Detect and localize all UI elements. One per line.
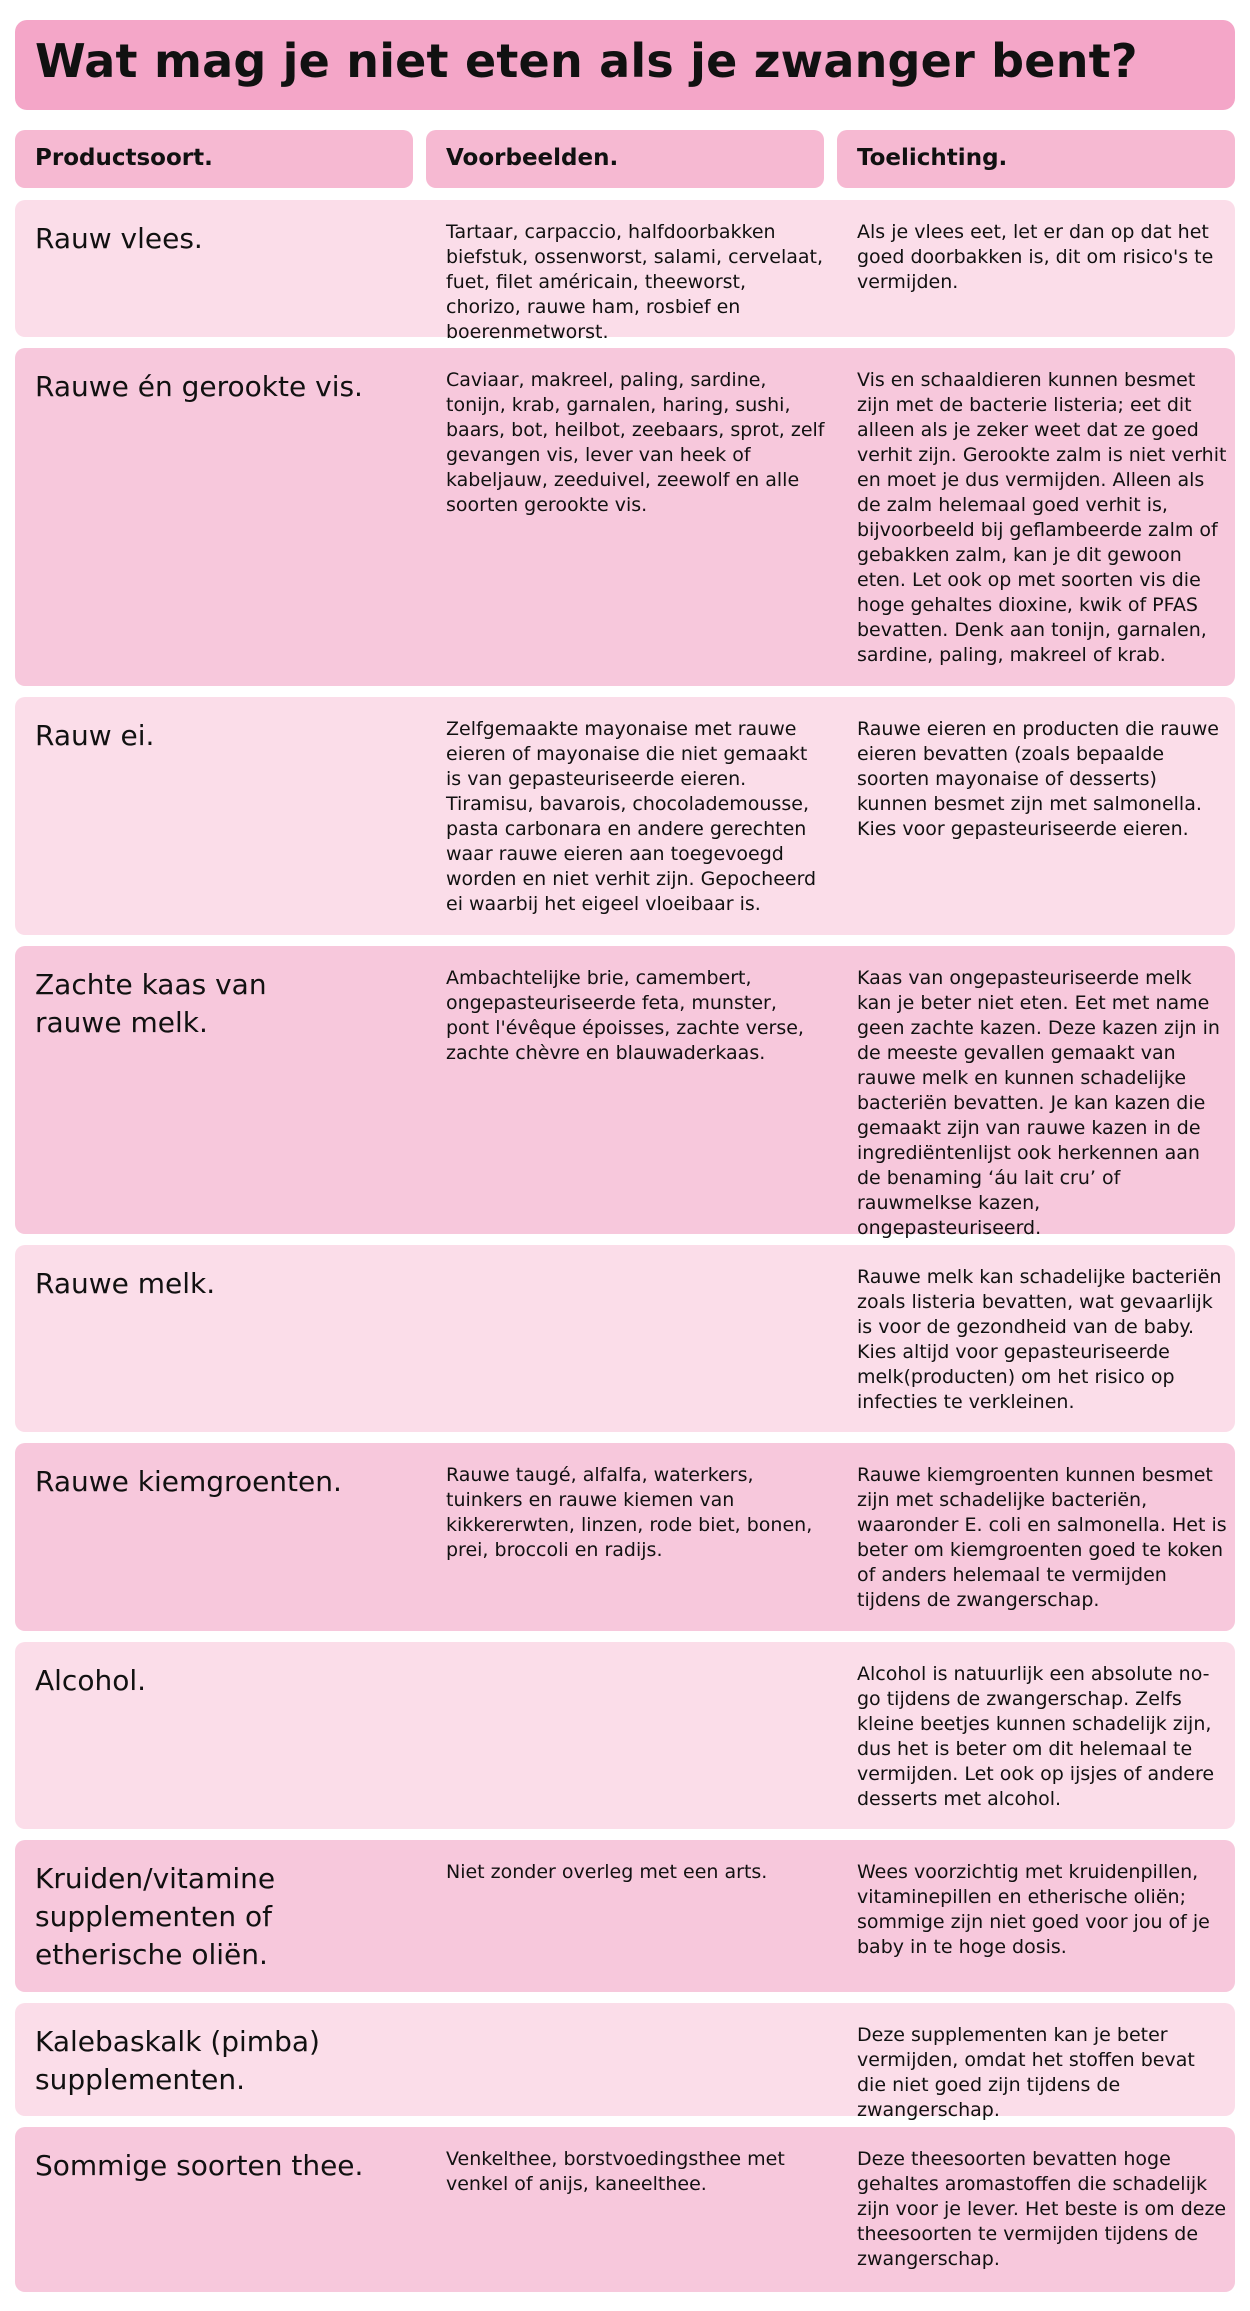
examples-text: Tartaar, carpaccio, halfdoorbakken biefstuk, ossenworst, salami, cervelaat, fuet, filet américain, theeworst, chorizo, rauwe ham, rosbief en boerenmetworst. (446, 221, 824, 343)
column-header-explanation: Toelichting. (837, 130, 1235, 188)
examples-text: Zelfgemaakte mayonaise met rauwe eieren of mayonaise die niet gemaakt is van gepasteuriseerde eieren. Tiramisu, bavarois, chocolademousse, pasta carbonara en andere gerechten waar rauwe eieren aan toegevoegd worden en niet verhit zijn. Gepocheerd ei waarbij het eigeel vloeibaar is. (446, 718, 817, 915)
examples-text: Rauwe taugé, alfalfa, waterkers, tuinkers en rauwe kiemen van kikkererwten, linzen, rode biet, bonen, prei, broccoli en radijs. (446, 1464, 813, 1561)
column-header-product: Productsoort. (15, 130, 413, 188)
column-header-examples: Voorbeelden. (426, 130, 824, 188)
explanation-text: Vis en schaaldieren kunnen besmet zijn met de bacterie listeria; eet dit alleen als je zeker weet dat ze goed verhit zijn. Gerookte zalm is niet verhit en moet je dus vermijden. Alleen als de zalm helemaal goed verhit is, bijvoorbeeld bij geflambeerde zalm of gebakken zalm, kan je dit gewoon eten. Let ook op met soorten vis die hoge gehaltes dioxine, kwik of PFAS bevatten. Denk aan tonijn, garnalen, sardine, paling, makreel of krab. (857, 369, 1227, 666)
explanation-text: Rauwe kiemgroenten kunnen besmet zijn met schadelijke bacteriën, waaronder E. coli en salmonella. Het is beter om kiemgroenten goed te koken of anders helemaal te vermijden tijdens de zwangerschap. (857, 1464, 1227, 1611)
table-row-alcohol (15, 1642, 1235, 1829)
explanation-text: Als je vlees eet, let er dan op dat het goed doorbakken is, dit om risico's te vermijden. (857, 221, 1214, 293)
explanation-text: Kaas van ongepasteuriseerde melk kan je beter niet eten. Eet met name geen zachte kazen. Deze kazen zijn in de meeste gevallen gemaakt van rauwe melk en kunnen schadelijke bacteriën bevatten. Je kan kazen die gemaakt zijn van rauwe kazen in de ingrediëntenlijst ook herkennen aan de benaming ‘áu lait cru’ of rauwmelkse kazen, ongepasteuriseerd. (857, 967, 1220, 1239)
examples-text: Caviaar, makreel, paling, sardine, tonijn, krab, garnalen, haring, sushi, baars, bot, heilbot, zeebaars, sprot, zelf gevangen vis, lever van heek of kabeljauw, zeeduivel, zeewolf en alle soorten gerookte vis. (446, 369, 825, 516)
table-row-raw-milk (15, 1245, 1235, 1432)
product-type: Sommige soorten thee. (35, 2149, 364, 2182)
product-type: Rauwe kiemgroenten. (35, 1465, 342, 1498)
product-type: Rauwe én gerookte vis. (35, 370, 363, 403)
explanation-text: Rauwe eieren en producten die rauwe eieren bevatten (zoals bepaalde soorten mayonaise of desserts) kunnen besmet zijn met salmonella. Kies voor gepasteuriseerde eieren. (857, 718, 1219, 840)
explanation-text: Deze theesoorten bevatten hoge gehaltes aromastoffen die schadelijk zijn voor je lever. Het beste is om deze theesoorten te vermijden tijdens de zwangerschap. (857, 2148, 1227, 2270)
product-type: Zachte kaas van rauwe melk. (35, 968, 267, 1039)
examples-text: Niet zonder overleg met een arts. (446, 1861, 768, 1883)
page-title: Wat mag je niet eten als je zwanger bent? (35, 34, 1138, 88)
examples-text: Ambachtelijke brie, camembert, ongepasteuriseerde feta, munster, pont l'évêque époisses, zachte verse, zachte chèvre en blauwaderkaas. (446, 967, 804, 1064)
product-type: Rauwe melk. (35, 1267, 216, 1300)
product-type: Rauw ei. (35, 719, 155, 752)
table-row-sprouts (15, 1443, 1235, 1631)
explanation-text: Deze supplementen kan je beter vermijden, omdat het stoffen bevat die niet goed zijn tijdens de zwangerschap. (857, 2024, 1195, 2121)
product-type: Rauw vlees. (35, 222, 203, 255)
table-row-soft-cheese (15, 946, 1235, 1239)
explanation-text: Wees voorzichtig met kruidenpillen, vitaminepillen en etherische oliën; sommige zijn niet goed voor jou of je baby in te hoge dosis. (857, 1861, 1210, 1958)
table-row-raw-smoked-fish (15, 348, 1235, 686)
title-banner (15, 20, 1235, 110)
table-row-supplements (15, 1840, 1235, 1992)
table-row-tea (15, 2127, 1235, 2292)
product-type: Alcohol. (35, 1664, 147, 1697)
product-type: Kalebaskalk (pimba) supplementen. (35, 2025, 320, 2096)
explanation-text: Alcohol is natuurlijk een absolute no-go tijdens de zwangerschap. Zelfs kleine beetjes kunnen schadelijk zijn, dus het is beter om dit helemaal te vermijden. Let ook op ijsjes of andere desserts met alcohol. (857, 1663, 1215, 1810)
table-row-kalebaskalk (15, 2003, 1235, 2121)
explanation-text: Rauwe melk kan schadelijke bacteriën zoals listeria bevatten, wat gevaarlijk is voor de gezondheid van de baby. Kies altijd voor gepasteuriseerde melk(producten) om het risico op infecties te verkleinen. (857, 1266, 1222, 1413)
table-row-raw-egg (15, 697, 1235, 935)
examples-text: Venkelthee, borstvoedingsthee met venkel of anijs, kaneelthee. (446, 2148, 785, 2195)
product-type: Kruiden/vitamine supplementen of etherische oliën. (35, 1862, 276, 1971)
table-row-raw-meat (15, 200, 1235, 343)
